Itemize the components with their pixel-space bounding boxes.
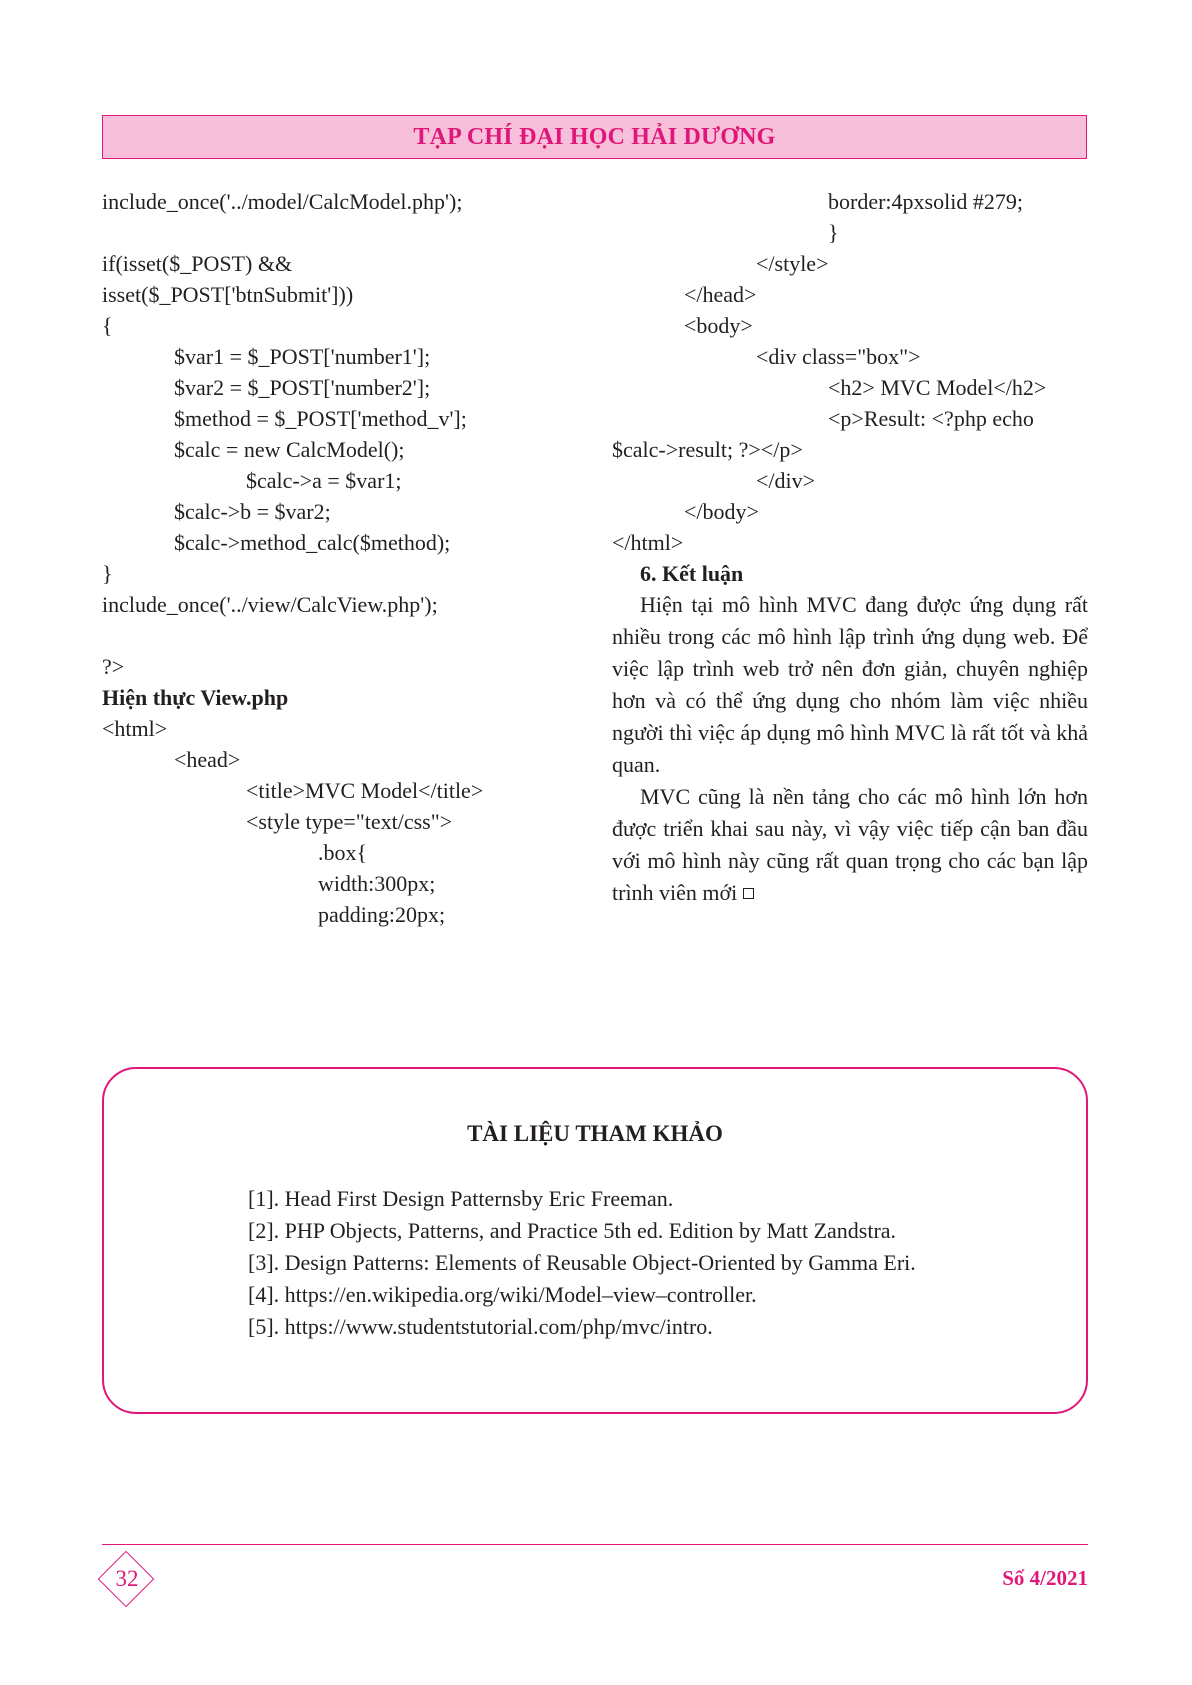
subheading: Hiện thực View.php	[102, 685, 289, 710]
reference-item: [5]. https://www.studentstutorial.com/php/mvc/intro.	[248, 1314, 713, 1339]
code-line: <style type="text/css">	[246, 809, 453, 834]
issue-label: Số 4/2021	[1002, 1566, 1088, 1590]
code-line: </html>	[612, 530, 684, 555]
code-line: .box{	[318, 840, 368, 865]
code-line: <div class="box">	[756, 344, 921, 369]
code-line: $var2 = $_POST['number2'];	[174, 375, 431, 400]
code-line: <title>MVC Model</title>	[246, 778, 484, 803]
code-line: }	[828, 220, 839, 245]
code-line: $calc->method_calc($method);	[174, 530, 451, 555]
code-line: padding:20px;	[318, 902, 446, 927]
blank-line	[102, 217, 622, 248]
code-line: </head>	[684, 282, 757, 307]
code-line: if(isset($_POST) &&	[102, 251, 293, 276]
code-line: width:300px;	[318, 871, 436, 896]
section-heading: 6. Kết luận	[640, 561, 744, 586]
code-line: ?>	[102, 654, 125, 679]
conclusion-paragraph-2-text: MVC cũng là nền tảng cho các mô hình lớn hơn được triển khai sau này, vì vậy việc tiếp cận ban đầu với mô hình này cũng rất quan trọng cho các bạn lập trình viên mới	[612, 784, 1088, 905]
code-line: include_once('../model/CalcModel.php');	[102, 189, 463, 214]
reference-item: [1]. Head First Design Patternsby Eric Freeman.	[248, 1186, 674, 1211]
page-number: 32	[115, 1566, 139, 1591]
code-line: <body>	[684, 313, 753, 338]
code-line: </div>	[756, 468, 816, 493]
conclusion-paragraph-1	[612, 589, 1088, 781]
reference-item: [4]. https://en.wikipedia.org/wiki/Model–view–controller.	[248, 1282, 757, 1307]
reference-item: [3]. Design Patterns: Elements of Reusable Object-Oriented by Gamma Eri.	[248, 1250, 916, 1275]
end-square-icon	[743, 888, 754, 899]
code-line: $var1 = $_POST['number1'];	[174, 344, 431, 369]
reference-item: [2]. PHP Objects, Patterns, and Practice 5th ed. Edition by Matt Zandstra.	[248, 1218, 897, 1243]
code-line: <p>Result: <?php echo	[828, 406, 1034, 431]
code-line: $method = $_POST['method_v'];	[174, 406, 467, 431]
code-line: <head>	[174, 747, 241, 772]
conclusion-paragraph-2	[612, 781, 1088, 909]
code-line: include_once('../view/CalcView.php');	[102, 592, 438, 617]
right-column	[612, 186, 1088, 909]
references-box	[102, 1067, 1088, 1414]
journal-header	[102, 115, 1087, 159]
code-line: $calc->a = $var1;	[246, 468, 402, 493]
blank-line	[102, 620, 622, 651]
journal-title: TẠP CHÍ ĐẠI HỌC HẢI DƯƠNG	[413, 124, 776, 150]
code-line: </body>	[684, 499, 759, 524]
footer-rule	[102, 1544, 1088, 1545]
left-column	[102, 186, 622, 930]
references-list	[248, 1183, 916, 1343]
code-line: $calc->b = $var2;	[174, 499, 331, 524]
references-title: TÀI LIỆU THAM KHẢO	[467, 1121, 723, 1146]
code-line: <html>	[102, 716, 168, 741]
conclusion-paragraph-1-text: Hiện tại mô hình MVC đang được ứng dụng rất nhiều trong các mô hình lập trình ứng dụng web. Để việc lập trình web trở nên đơn giản, chuyên nghiệp hơn và có thể ứng dụng cho nhóm làm việc nhiều người thì việc áp dụng mô hình MVC là rất tốt và khả quan.	[612, 592, 1088, 777]
code-line: }	[102, 561, 113, 586]
code-line: {	[102, 313, 113, 338]
code-line: border:4pxsolid #279;	[828, 189, 1023, 214]
code-line: $calc = new CalcModel();	[174, 437, 405, 462]
code-line: $calc->result; ?></p>	[612, 437, 803, 462]
code-line: <h2> MVC Model</h2>	[828, 375, 1047, 400]
code-line: </style>	[756, 251, 829, 276]
code-line: isset($_POST['btnSubmit']))	[102, 282, 354, 307]
